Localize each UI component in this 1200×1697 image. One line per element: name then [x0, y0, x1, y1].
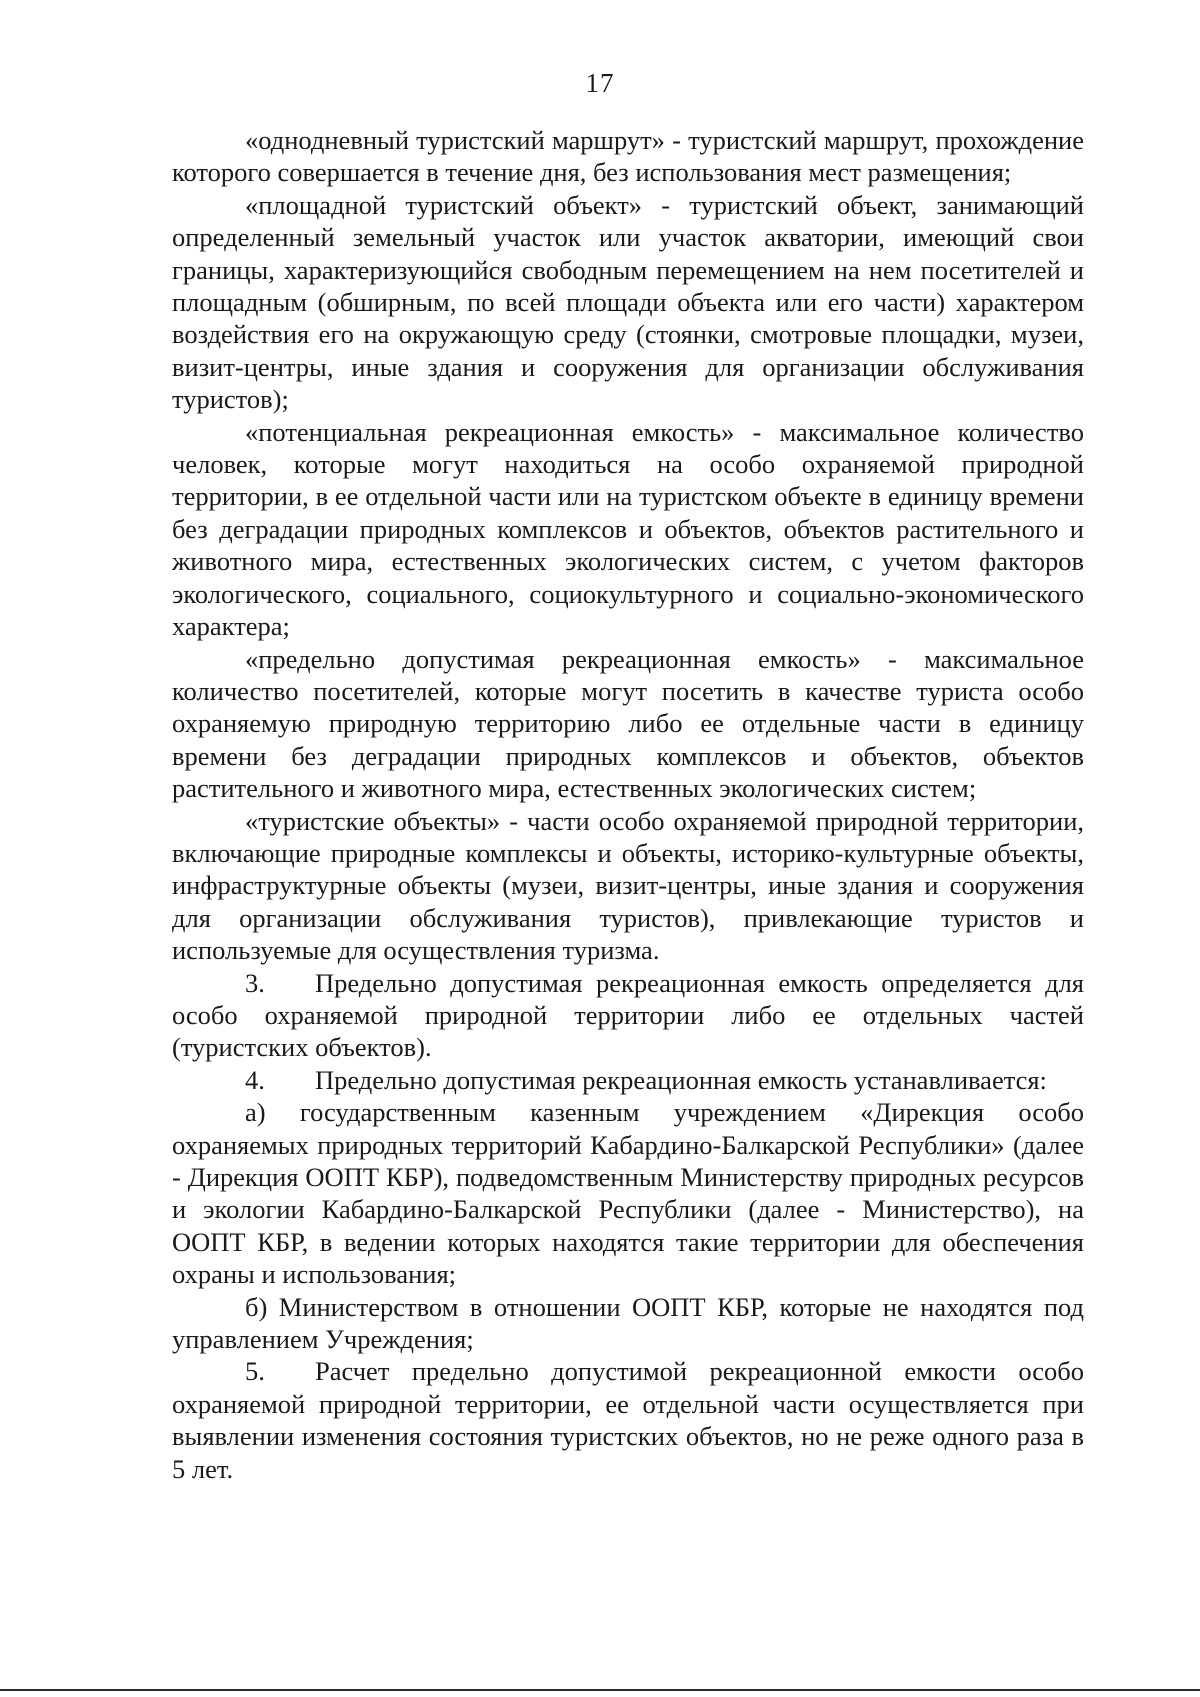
document-body: [172, 124, 1084, 1485]
definition-paragraph: «туристские объекты» - части особо охраняемой природной территории, включающие природные комплексы и объекты, историко-культурные объекты, инфраструктурные объекты (музеи, визит-центры, иные здания и сооружения для организации обслуживания туристов), привлекающие туристов и используемые для осуществления туризма.: [172, 805, 1084, 966]
definition-paragraph: «площадной туристский объект» - туристский объект, занимающий определенный земельный участок или участок акватории, имеющий свои границы, характеризующийся свободным перемещением на нем посетителей и площадным (обширным, по всей площади объекта или его части) характером воздействия его на окружающую среду (стоянки, смотровые площадки, музеи, визит-центры, иные здания и сооружения для организации обслуживания туристов);: [172, 189, 1084, 415]
item-number: 4.: [245, 1064, 265, 1095]
definition-paragraph: «предельно допустимая рекреационная емкость» - максимальное количество посетителей, которые могут посетить в качестве туриста особо охраняемую природную территорию либо ее отдельные части в единицу времени без деградации природных комплексов и объектов, объектов растительного и животного мира, естественных экологических систем;: [172, 643, 1084, 804]
numbered-item: [172, 1064, 1084, 1096]
definition-paragraph: «потенциальная рекреационная емкость» - максимальное количество человек, которые могут находиться на особо охраняемой природной территории, в ее отдельной части или на туристском объекте в единицу времени без деградации природных комплексов и объектов, объектов растительного и животного мира, естественных экологических систем, с учетом факторов экологического, социального, социокультурного и социально-экономического характера;: [172, 416, 1084, 642]
item-text: Предельно допустимая рекреационная емкость определяется для особо охраняемой природной территории либо ее отдельных частей (туристских объектов).: [172, 967, 1084, 1063]
item-text: Предельно допустимая рекреационная емкость устанавливается:: [315, 1064, 1047, 1095]
scan-edge-line: [0, 1689, 1200, 1691]
subitem-paragraph: б) Министерством в отношении ООПТ КБР, которые не находятся под управлением Учреждения;: [172, 1291, 1084, 1355]
numbered-item: [172, 967, 1084, 1064]
item-text: Расчет предельно допустимой рекреационной емкости особо охраняемой природной территории, ее отдельной части осуществляется при выявлении изменения состояния туристских объектов, но не реже одного раза в 5 лет.: [172, 1356, 1084, 1484]
subitem-paragraph: а) государственным казенным учреждением «Дирекция особо охраняемых природных территорий Кабардино-Балкарской Республики» (далее - Дирекция ООПТ КБР), подведомственным Министерству природных ресурсов и экологии Кабардино-Балкарской Республики (далее - Министерство), на ООПТ КБР, в ведении которых находятся такие территории для обеспечения охраны и использования;: [172, 1097, 1084, 1290]
numbered-item: [172, 1355, 1084, 1485]
item-number: 5.: [245, 1356, 265, 1387]
definition-paragraph: «однодневный туристский маршрут» - туристский маршрут, прохождение которого совершается в течение дня, без использования мест размещения;: [172, 125, 1084, 188]
item-number: 3.: [245, 967, 265, 998]
page-number: 17: [585, 68, 615, 98]
